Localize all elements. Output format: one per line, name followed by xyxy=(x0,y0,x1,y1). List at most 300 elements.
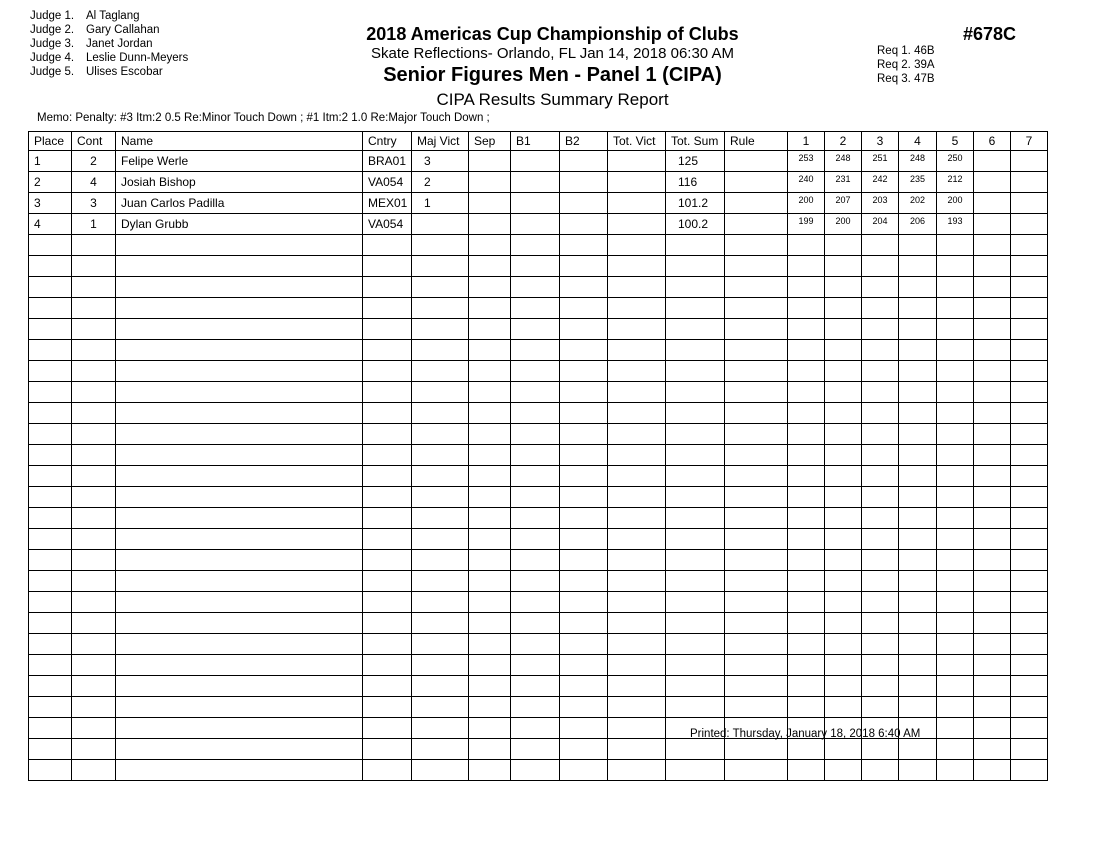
place-cell: 4 xyxy=(29,214,72,235)
judge-score-cell xyxy=(1011,466,1048,487)
judge-score-cell xyxy=(862,592,899,613)
judge-score-cell xyxy=(825,571,862,592)
judge-score-cell xyxy=(862,655,899,676)
cont-cell xyxy=(72,403,116,424)
cont-cell xyxy=(72,592,116,613)
country-cell xyxy=(363,697,412,718)
tot-vict-cell xyxy=(608,235,666,256)
tot-sum-cell: 125 xyxy=(666,151,725,172)
tot-vict-cell xyxy=(608,172,666,193)
rule-cell xyxy=(725,466,788,487)
tot-sum-cell xyxy=(666,319,725,340)
tot-sum-cell xyxy=(666,277,725,298)
country-cell xyxy=(363,361,412,382)
judge-score-cell xyxy=(899,445,937,466)
table-row xyxy=(29,634,1048,655)
b1-cell xyxy=(511,697,560,718)
judge-score-cell xyxy=(974,718,1011,739)
tot-sum-cell xyxy=(666,403,725,424)
rule-cell xyxy=(725,424,788,445)
judge-score-cell xyxy=(1011,487,1048,508)
tot-sum-cell xyxy=(666,592,725,613)
column-header: Tot. Vict xyxy=(608,132,666,151)
place-cell xyxy=(29,298,72,319)
sep-cell xyxy=(469,445,511,466)
judge-score-cell xyxy=(899,655,937,676)
b1-cell xyxy=(511,718,560,739)
b2-cell xyxy=(560,172,608,193)
cont-cell xyxy=(72,508,116,529)
judge-score-cell xyxy=(1011,340,1048,361)
judge-score-cell xyxy=(937,655,974,676)
judge-score-cell xyxy=(937,466,974,487)
venue-date: Skate Reflections- Orlando, FL Jan 14, 2018 06:30 AM xyxy=(371,45,734,62)
place-cell xyxy=(29,718,72,739)
b1-cell xyxy=(511,172,560,193)
judge-score-cell xyxy=(899,235,937,256)
maj-vict-cell xyxy=(412,508,469,529)
b1-cell xyxy=(511,613,560,634)
tot-vict-cell xyxy=(608,697,666,718)
judge-score-cell xyxy=(825,487,862,508)
judge-score-cell xyxy=(1011,550,1048,571)
judge-score-cell xyxy=(937,319,974,340)
judge-score-cell: 200 xyxy=(825,214,862,235)
judge-score-cell xyxy=(937,592,974,613)
judge-score-cell xyxy=(974,193,1011,214)
judge-score-cell: 212 xyxy=(937,172,974,193)
rule-cell xyxy=(725,172,788,193)
judge-score-cell xyxy=(825,550,862,571)
name-cell xyxy=(116,361,363,382)
b1-cell xyxy=(511,403,560,424)
column-header: 4 xyxy=(899,132,937,151)
b1-cell xyxy=(511,760,560,781)
judge-score-cell xyxy=(899,361,937,382)
judge-score-cell xyxy=(974,382,1011,403)
b1-cell xyxy=(511,634,560,655)
name-cell xyxy=(116,235,363,256)
b1-cell xyxy=(511,382,560,403)
country-cell xyxy=(363,487,412,508)
name-cell xyxy=(116,508,363,529)
judge-score-cell: 203 xyxy=(862,193,899,214)
sep-cell xyxy=(469,382,511,403)
table-row xyxy=(29,613,1048,634)
judge-label: Judge 4. xyxy=(30,52,75,64)
rule-cell xyxy=(725,382,788,403)
tot-vict-cell xyxy=(608,151,666,172)
judge-score-cell: 207 xyxy=(825,193,862,214)
tot-vict-cell xyxy=(608,277,666,298)
maj-vict-cell xyxy=(412,613,469,634)
b1-cell xyxy=(511,151,560,172)
maj-vict-cell xyxy=(412,487,469,508)
judges-list xyxy=(30,9,188,79)
b2-cell xyxy=(560,382,608,403)
place-cell xyxy=(29,655,72,676)
country-cell xyxy=(363,235,412,256)
judge-score-cell xyxy=(788,424,825,445)
cont-cell xyxy=(72,676,116,697)
judge-score-cell xyxy=(899,424,937,445)
rule-cell xyxy=(725,256,788,277)
country-cell xyxy=(363,550,412,571)
judge-score-cell xyxy=(899,382,937,403)
tot-vict-cell xyxy=(608,739,666,760)
judge-score-cell xyxy=(899,508,937,529)
judge-score-cell xyxy=(825,508,862,529)
country-cell xyxy=(363,718,412,739)
b1-cell xyxy=(511,277,560,298)
tot-sum-cell xyxy=(666,634,725,655)
judge-score-cell xyxy=(862,319,899,340)
judge-score-cell xyxy=(788,739,825,760)
tot-vict-cell xyxy=(608,319,666,340)
judge-score-cell xyxy=(974,256,1011,277)
maj-vict-cell xyxy=(412,571,469,592)
name-cell: Josiah Bishop xyxy=(116,172,363,193)
rule-cell xyxy=(725,529,788,550)
tot-vict-cell xyxy=(608,760,666,781)
name-cell xyxy=(116,655,363,676)
b1-cell xyxy=(511,445,560,466)
judge-score-cell xyxy=(937,508,974,529)
name-cell xyxy=(116,550,363,571)
judge-score-cell xyxy=(788,655,825,676)
judge-score-cell xyxy=(974,550,1011,571)
table-row xyxy=(29,424,1048,445)
tot-sum-cell xyxy=(666,529,725,550)
column-header: B2 xyxy=(560,132,608,151)
judge-score-cell xyxy=(862,256,899,277)
place-cell xyxy=(29,697,72,718)
country-cell xyxy=(363,613,412,634)
judge-score-cell xyxy=(937,676,974,697)
maj-vict-cell xyxy=(412,697,469,718)
rule-cell xyxy=(725,739,788,760)
name-cell xyxy=(116,277,363,298)
b1-cell xyxy=(511,466,560,487)
judge-score-cell xyxy=(937,361,974,382)
country-cell xyxy=(363,529,412,550)
maj-vict-cell xyxy=(412,424,469,445)
judge-score-cell: 200 xyxy=(788,193,825,214)
table-row xyxy=(29,382,1048,403)
judge-score-cell xyxy=(937,382,974,403)
sep-cell xyxy=(469,634,511,655)
judge-score-cell xyxy=(862,697,899,718)
judge-score-cell xyxy=(899,319,937,340)
place-cell: 3 xyxy=(29,193,72,214)
b2-cell xyxy=(560,529,608,550)
name-cell xyxy=(116,466,363,487)
judge-score-cell xyxy=(937,634,974,655)
judge-score-cell xyxy=(974,508,1011,529)
tot-vict-cell xyxy=(608,634,666,655)
rule-cell xyxy=(725,697,788,718)
table-row xyxy=(29,298,1048,319)
rule-cell xyxy=(725,445,788,466)
sep-cell xyxy=(469,571,511,592)
tot-sum-cell xyxy=(666,697,725,718)
judge-entry xyxy=(30,37,188,51)
name-cell xyxy=(116,697,363,718)
b2-cell xyxy=(560,571,608,592)
judge-score-cell xyxy=(788,508,825,529)
judge-score-cell xyxy=(899,592,937,613)
judge-score-cell xyxy=(788,571,825,592)
cont-cell xyxy=(72,319,116,340)
table-row xyxy=(29,529,1048,550)
tot-sum-cell xyxy=(666,382,725,403)
b1-cell xyxy=(511,298,560,319)
judge-score-cell xyxy=(899,739,937,760)
judge-score-cell xyxy=(899,634,937,655)
table-row xyxy=(29,487,1048,508)
judge-score-cell xyxy=(862,550,899,571)
table-row xyxy=(29,235,1048,256)
sep-cell xyxy=(469,172,511,193)
judge-score-cell xyxy=(974,613,1011,634)
rule-cell xyxy=(725,193,788,214)
cont-cell xyxy=(72,634,116,655)
maj-vict-cell xyxy=(412,214,469,235)
judge-score-cell xyxy=(825,676,862,697)
column-header: Tot. Sum xyxy=(666,132,725,151)
name-cell: Dylan Grubb xyxy=(116,214,363,235)
sep-cell xyxy=(469,550,511,571)
table-row xyxy=(29,655,1048,676)
tot-vict-cell xyxy=(608,655,666,676)
rule-cell xyxy=(725,676,788,697)
b1-cell xyxy=(511,487,560,508)
country-cell xyxy=(363,655,412,676)
judge-score-cell xyxy=(899,760,937,781)
name-cell xyxy=(116,592,363,613)
maj-vict-cell xyxy=(412,235,469,256)
judge-score-cell xyxy=(937,697,974,718)
judge-score-cell xyxy=(1011,151,1048,172)
country-cell xyxy=(363,445,412,466)
table-row xyxy=(29,445,1048,466)
maj-vict-cell xyxy=(412,655,469,676)
judge-score-cell xyxy=(1011,298,1048,319)
b2-cell xyxy=(560,466,608,487)
judge-score-cell xyxy=(937,340,974,361)
cont-cell xyxy=(72,613,116,634)
sep-cell xyxy=(469,319,511,340)
judge-score-cell xyxy=(825,739,862,760)
b2-cell xyxy=(560,718,608,739)
judge-score-cell xyxy=(788,529,825,550)
country-cell xyxy=(363,634,412,655)
judge-score-cell xyxy=(788,361,825,382)
country-cell xyxy=(363,739,412,760)
judge-score-cell xyxy=(788,634,825,655)
tot-sum-cell xyxy=(666,508,725,529)
b2-cell xyxy=(560,256,608,277)
judge-score-cell: 200 xyxy=(937,193,974,214)
judge-score-cell xyxy=(1011,529,1048,550)
place-cell xyxy=(29,634,72,655)
judge-score-cell xyxy=(1011,382,1048,403)
tot-vict-cell xyxy=(608,298,666,319)
tot-sum-cell xyxy=(666,760,725,781)
country-cell xyxy=(363,382,412,403)
judge-score-cell xyxy=(825,298,862,319)
judge-score-cell xyxy=(862,235,899,256)
sep-cell xyxy=(469,466,511,487)
name-cell xyxy=(116,319,363,340)
judge-score-cell xyxy=(974,361,1011,382)
tot-sum-cell xyxy=(666,487,725,508)
tot-vict-cell xyxy=(608,445,666,466)
rule-cell xyxy=(725,508,788,529)
place-cell: 1 xyxy=(29,151,72,172)
b2-cell xyxy=(560,424,608,445)
place-cell xyxy=(29,445,72,466)
judge-score-cell xyxy=(788,676,825,697)
tot-vict-cell xyxy=(608,340,666,361)
cont-cell xyxy=(72,760,116,781)
country-cell xyxy=(363,571,412,592)
tot-sum-cell xyxy=(666,613,725,634)
country-cell xyxy=(363,424,412,445)
tot-sum-cell xyxy=(666,571,725,592)
judge-score-cell xyxy=(1011,403,1048,424)
rule-cell xyxy=(725,403,788,424)
b1-cell xyxy=(511,571,560,592)
tot-sum-cell xyxy=(666,340,725,361)
judge-score-cell xyxy=(974,676,1011,697)
judge-score-cell xyxy=(937,277,974,298)
judge-score-cell xyxy=(899,277,937,298)
judge-score-cell xyxy=(899,403,937,424)
judge-score-cell xyxy=(862,571,899,592)
judge-score-cell xyxy=(974,487,1011,508)
judge-entry xyxy=(30,65,188,79)
judge-score-cell xyxy=(862,277,899,298)
cont-cell xyxy=(72,466,116,487)
place-cell xyxy=(29,529,72,550)
name-cell xyxy=(116,403,363,424)
b2-cell xyxy=(560,550,608,571)
b2-cell xyxy=(560,739,608,760)
table-row xyxy=(29,550,1048,571)
judge-score-cell xyxy=(1011,214,1048,235)
judge-entry xyxy=(30,23,188,37)
tot-sum-cell xyxy=(666,466,725,487)
sep-cell xyxy=(469,613,511,634)
sep-cell xyxy=(469,718,511,739)
judge-score-cell xyxy=(862,403,899,424)
rule-cell xyxy=(725,550,788,571)
maj-vict-cell xyxy=(412,340,469,361)
judge-score-cell xyxy=(899,550,937,571)
tot-vict-cell xyxy=(608,613,666,634)
maj-vict-cell xyxy=(412,760,469,781)
tot-sum-cell: 101.2 xyxy=(666,193,725,214)
country-cell xyxy=(363,403,412,424)
judge-score-cell xyxy=(974,592,1011,613)
table-row xyxy=(29,319,1048,340)
cont-cell xyxy=(72,298,116,319)
judge-score-cell xyxy=(788,235,825,256)
judge-score-cell xyxy=(974,319,1011,340)
b2-cell xyxy=(560,655,608,676)
name-cell xyxy=(116,529,363,550)
b2-cell xyxy=(560,592,608,613)
place-cell xyxy=(29,592,72,613)
judge-score-cell xyxy=(862,634,899,655)
rule-cell xyxy=(725,319,788,340)
judge-score-cell xyxy=(825,592,862,613)
b2-cell xyxy=(560,277,608,298)
maj-vict-cell: 2 xyxy=(412,172,469,193)
judge-score-cell xyxy=(825,256,862,277)
judge-score-cell xyxy=(788,550,825,571)
country-cell: BRA01 xyxy=(363,151,412,172)
printed-timestamp: Printed: Thursday, January 18, 2018 6:40 AM xyxy=(690,728,921,740)
tot-sum-cell xyxy=(666,256,725,277)
cont-cell xyxy=(72,277,116,298)
sep-cell xyxy=(469,214,511,235)
tot-sum-cell xyxy=(666,739,725,760)
b2-cell xyxy=(560,613,608,634)
requirement: Req 3. 47B xyxy=(877,73,935,85)
b2-cell xyxy=(560,403,608,424)
sep-cell xyxy=(469,256,511,277)
judge-label: Judge 3. xyxy=(30,38,75,50)
cont-cell xyxy=(72,697,116,718)
judge-score-cell xyxy=(1011,319,1048,340)
tot-vict-cell xyxy=(608,403,666,424)
judge-score-cell xyxy=(1011,739,1048,760)
judge-score-cell xyxy=(862,298,899,319)
judge-score-cell: 242 xyxy=(862,172,899,193)
judge-score-cell xyxy=(862,382,899,403)
judge-score-cell xyxy=(937,298,974,319)
judge-score-cell xyxy=(1011,172,1048,193)
rule-cell xyxy=(725,571,788,592)
maj-vict-cell xyxy=(412,361,469,382)
name-cell xyxy=(116,718,363,739)
judge-score-cell: 240 xyxy=(788,172,825,193)
judge-label: Judge 5. xyxy=(30,66,75,78)
judge-entry xyxy=(30,51,188,65)
b2-cell xyxy=(560,319,608,340)
judge-score-cell xyxy=(825,445,862,466)
column-header: 1 xyxy=(788,132,825,151)
b2-cell xyxy=(560,340,608,361)
judge-score-cell xyxy=(899,298,937,319)
tot-sum-cell xyxy=(666,550,725,571)
judge-score-cell xyxy=(788,760,825,781)
maj-vict-cell xyxy=(412,676,469,697)
name-cell xyxy=(116,382,363,403)
judge-score-cell xyxy=(974,151,1011,172)
rule-cell xyxy=(725,340,788,361)
cont-cell xyxy=(72,235,116,256)
table-row xyxy=(29,151,1048,172)
b2-cell xyxy=(560,361,608,382)
b2-cell xyxy=(560,193,608,214)
judge-score-cell xyxy=(788,319,825,340)
country-cell xyxy=(363,277,412,298)
judge-score-cell xyxy=(1011,193,1048,214)
judge-score-cell xyxy=(937,445,974,466)
